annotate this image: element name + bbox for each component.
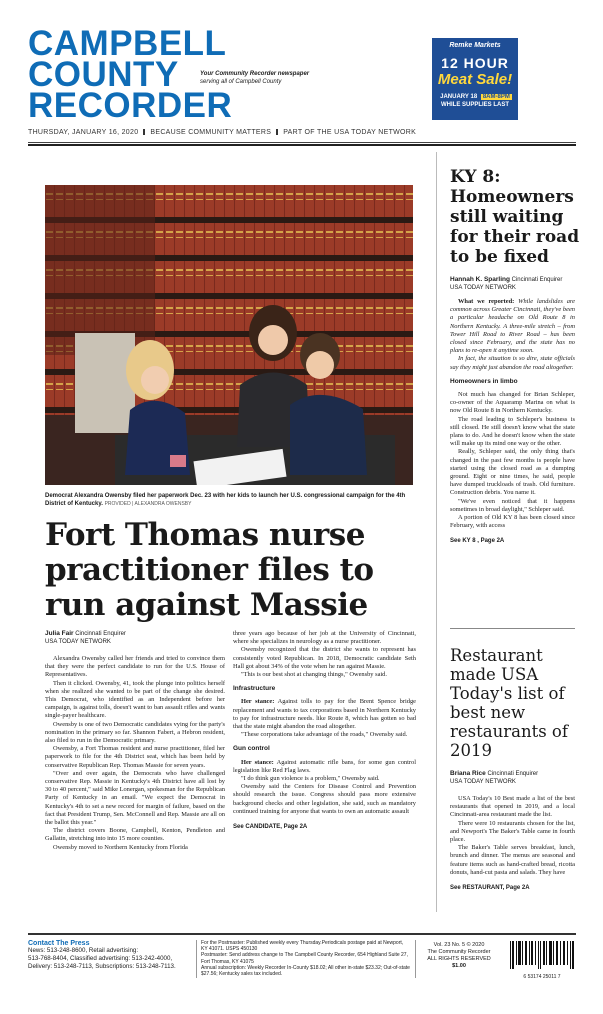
rights-text: ALL RIGHTS RESERVED [427,956,491,962]
caption-credit: PROVIDED | ALEXANDRA OWENSBY [104,501,192,507]
main-paragraph: Then it clicked. Owensby, 41, took the plunge into politics herself when she realized she wanted to be part of the change she desired. This Democrat, who identified as an Independent before her campaign, is against tolls, doesn't want to ban assault rifles and wants single-payer healthcare. [45,679,225,720]
main-paragraph: "Over and over again, the Democrats who have challenged conservative Rep. Massie in Kentucky's 4th District have all lost by 30 to 40 percent," said Mike Lonergan, spokesman for the Republican Party of Kentucky in an email. "We expect the Democrat in Kentucky's 4th to set a new record for margin of failure, based on the fact that President Trump, Sen. McConnell and Rep. Massie are all on the ballot this year." [45,769,225,827]
main-column-1 [45,655,225,852]
masthead-tagline [200,70,330,86]
side1-author-network: USA TODAY NETWORK [450,285,516,291]
dateline-separator [276,129,278,135]
photo-illustration [45,185,413,485]
footer-separator [196,940,197,978]
contact-line: 513-768-8404, Classified advertising: 513-242-4000, [28,955,173,962]
side2-paragraph: There were 10 restaurants chosen for the list, and Newport's The Baker's Table came in fourth place. [450,819,575,844]
meat-sale-ad[interactable] [432,38,518,120]
contact-title: Contact The Press [28,940,90,947]
side2-body [450,795,575,892]
ad-last: WHILE SUPPLIES LAST [440,102,509,108]
main-paragraph: Alexandra Owensby called her friends and tried to convince them that they were the perfect candidate to run for the U.S. House of Representatives. [45,655,225,679]
price-text: $1.00 [452,963,466,969]
side2-author-network: USA TODAY NETWORK [450,779,516,785]
side1-lead-label: What we reported: [458,298,515,305]
subscription-text: Annual subscription: Weekly Recorder In-County $18.02; All other in-state $23.32; Out-of-state $27.56; Kentucky sales tax included. [201,964,410,978]
main-paragraph: The district covers Boone, Campbell, Kenton, Pendleton and Gallatin, stretching into into 15 more counties. [45,827,225,843]
contact-line: News: 513-248-8600, Retail advertising: [28,947,139,954]
main-author-org: Cincinnati Enquirer [75,631,126,637]
photo-caption [45,492,415,508]
main-column-2 [233,630,416,831]
volume-text: Vol. 23 No. 5 © 2020 [433,942,485,948]
masthead-line1: CAMPBELL [28,24,227,63]
contact-line: Delivery: 513-248-7113, Subscriptions: 513-248-7113. [28,963,176,970]
main-author: Julia Fair [45,630,74,637]
masthead-line3: RECORDER [28,86,233,125]
main-jump-link[interactable]: See CANDIDATE, Page 2A [233,824,308,831]
side1-paragraph: Really, Schleper said, the only thing that's changed in the past few months is people have started using the closed road as a dumping ground. Eight or nine times, he said, people have dumped truckloads of trash. Old furniture. Construction debris. You name it. [450,448,575,497]
side2-paragraph: The Baker's Table serves breakfast, lunch, brunch and dinner. The menus are seasonal and feature items such as hand-crafted bread, ricotta donuts, hand-cut pasta and salads. They have [450,844,575,876]
main-byline [45,630,225,646]
side-rule [450,628,575,629]
side1-jump-link[interactable]: See KY 8 , Page 2A [450,538,505,545]
footer-separator [415,940,416,978]
tagline-rest: serving all of Campbell County [200,79,282,85]
side1-paragraph: A portion of Old KY 8 has been closed since February, with access [450,514,575,530]
ad-sale: Meat Sale! [437,71,513,88]
footer-volume [418,942,500,970]
side2-paragraph: USA Today's 10 Best made a list of the best restaurants that opened in 2019, and a local Cincinnati-area restaurant made the list. [450,795,575,819]
masthead-line2: COUNTY [28,55,179,94]
footer-contact [28,940,198,971]
ad-date-time: 8AM-8PM [482,94,510,100]
side1-byline [450,276,580,292]
side1-body [450,298,575,546]
infra-label: Her stance: [241,698,275,706]
ad-date [432,94,518,100]
gun-text: Against automatic rifle bans, for some gun control legislation like Red Flag laws. [233,758,416,774]
side1-author-org: Cincinnati Enquirer [511,277,563,283]
tagline-bold: Your Community Recorder newspaper [200,71,310,77]
footer-postmaster [201,940,411,977]
main-paragraph: Owensby moved to Northern Kentucky from Florida [53,843,188,851]
side-headline-1[interactable]: KY 8: Homeowners still waiting for their road to be fixed [450,167,580,267]
side2-jump-link[interactable]: See RESTAURANT, Page 2A [450,885,530,892]
main-paragraph: Owensby is one of two Democratic candidates vying for the party's nomination in the primary so far. Shannon Fabert, a Hebron resident, also filed to run in the Democratic primary. [45,720,225,745]
postmaster-text: For the Postmaster: Published weekly every Thursday.Periodicals postage paid at Newport, KY 41071. USPS 450130 [201,940,404,953]
side1-paragraph: The road leading to Schleper's business is still closed. He still doesn't know what the state plans to do. And he doesn't know when the state will make up its mind one way or the other. [450,415,575,448]
column-divider [436,152,437,912]
side2-author: Briana Rice [450,770,486,777]
dateline-network: PART OF THE USA TODAY NETWORK [283,129,417,136]
infra-text: Against tolls to pay for the Brent Spence bridge replacement and wants to tax corporations based in Northern Kentucky to pay for infrastructure needs. like Route 8, which has gotten so bad that the state might abandon the road altogether. [233,698,416,731]
main-paragraph: three years ago because of her job at the University of Cincinnati, where she specializes in neurology as a nurse practitioner. [233,630,416,646]
side1-paragraph: Not much has changed for Brian Schleper, co-owner of the Aquaramp Marina on what is now Old Route 8 in Northern Kentucky. [450,391,575,415]
caption-text: Democrat Alexandra Owensby filed her paperwork Dec. 23 with her kids to launch her U.S. congressional campaign for the 4th District of Kentucky. [45,493,406,507]
masthead-rule [28,142,576,143]
side1-subhead: Homeowners in limbo [450,377,518,385]
dateline [28,129,576,136]
main-paragraph: "This is our best shot at changing things," Owensby said. [241,671,387,679]
ad-date-prefix: JANUARY 18 [440,94,478,100]
barcode-number: 6 53174 25011 7 [523,974,561,980]
gun-paragraph: "I do think gun violence is a problem," Owensby said. [241,775,380,783]
side1-author: Hannah K. Sparling [450,276,510,283]
main-paragraph: Owensby, a Fort Thomas resident and nurse practitioner, filed her paperwork to file for the 4th District seat, which has been held by conservative Republican Rep. Thomas Massie for seven years. [45,745,225,769]
gun-label: Her stance: [241,758,274,766]
main-author-network: USA TODAY NETWORK [45,639,111,645]
barcode [508,941,576,980]
story-photo[interactable] [45,185,413,485]
dateline-motto: BECAUSE COMMUNITY MATTERS [150,129,272,136]
footer-rule [28,933,576,935]
subhead-gun-control: Gun control [233,745,270,753]
side-headline-2[interactable]: Restaurant made USA Today's list of best new restaurants of 2019 [450,646,568,760]
subhead-infrastructure: Infrastructure [233,685,276,693]
paper-name: The Community Recorder [427,949,491,955]
masthead-rule-thick [28,144,576,146]
ad-big: 12 HOUR [441,55,509,71]
gun-paragraph: Owensby said the Centers for Disease Control and Prevention should research the issue. Congress should pass more extensive background checks and other legislation, she said, such as mandatory continued training for anyone that wants to own an automatic assault [233,783,416,815]
side1-paragraph: "We've even noticed that it happens sometimes in broad daylight," Schleper said. [450,497,575,513]
ad-brand: Remke Markets [449,42,501,49]
side2-author-org: Cincinnati Enquirer [487,771,539,777]
side1-lead-text: While landslides are common across Greater Cincinnati, they've been a particular headache on Old Route 8 in Northern Kentucky. A three-mile stretch – from Tower Hill Road to River Road – has been closed since February, and the state has no plans to re-open it anytime soon. [450,298,575,355]
barcode-graphic [508,941,576,971]
infra-quote: "These corporations take advantage of the roads," Owensby said. [241,731,408,739]
main-paragraph: Owensby recognized that the district she wants to represent has consistently voted Republican. In 2018, Democratic candidate Seth Hall got about 34% of the vote when he ran against Massie. [233,646,416,670]
side2-byline [450,770,580,786]
main-headline[interactable]: Fort Thomas nurse practitioner files to run against Massie [45,517,374,623]
side1-lead-p2: In fact, the situation is so dire, state officials say they might just abandon the road altogether. [450,355,575,371]
postmaster-text: Postmaster: Send address change to The Campbell County Recorder, 654 Highland Suite 27, Fort Thomas, KY 41075 [201,952,408,965]
dateline-separator [143,129,145,135]
dateline-date: THURSDAY, JANUARY 16, 2020 [28,129,139,136]
